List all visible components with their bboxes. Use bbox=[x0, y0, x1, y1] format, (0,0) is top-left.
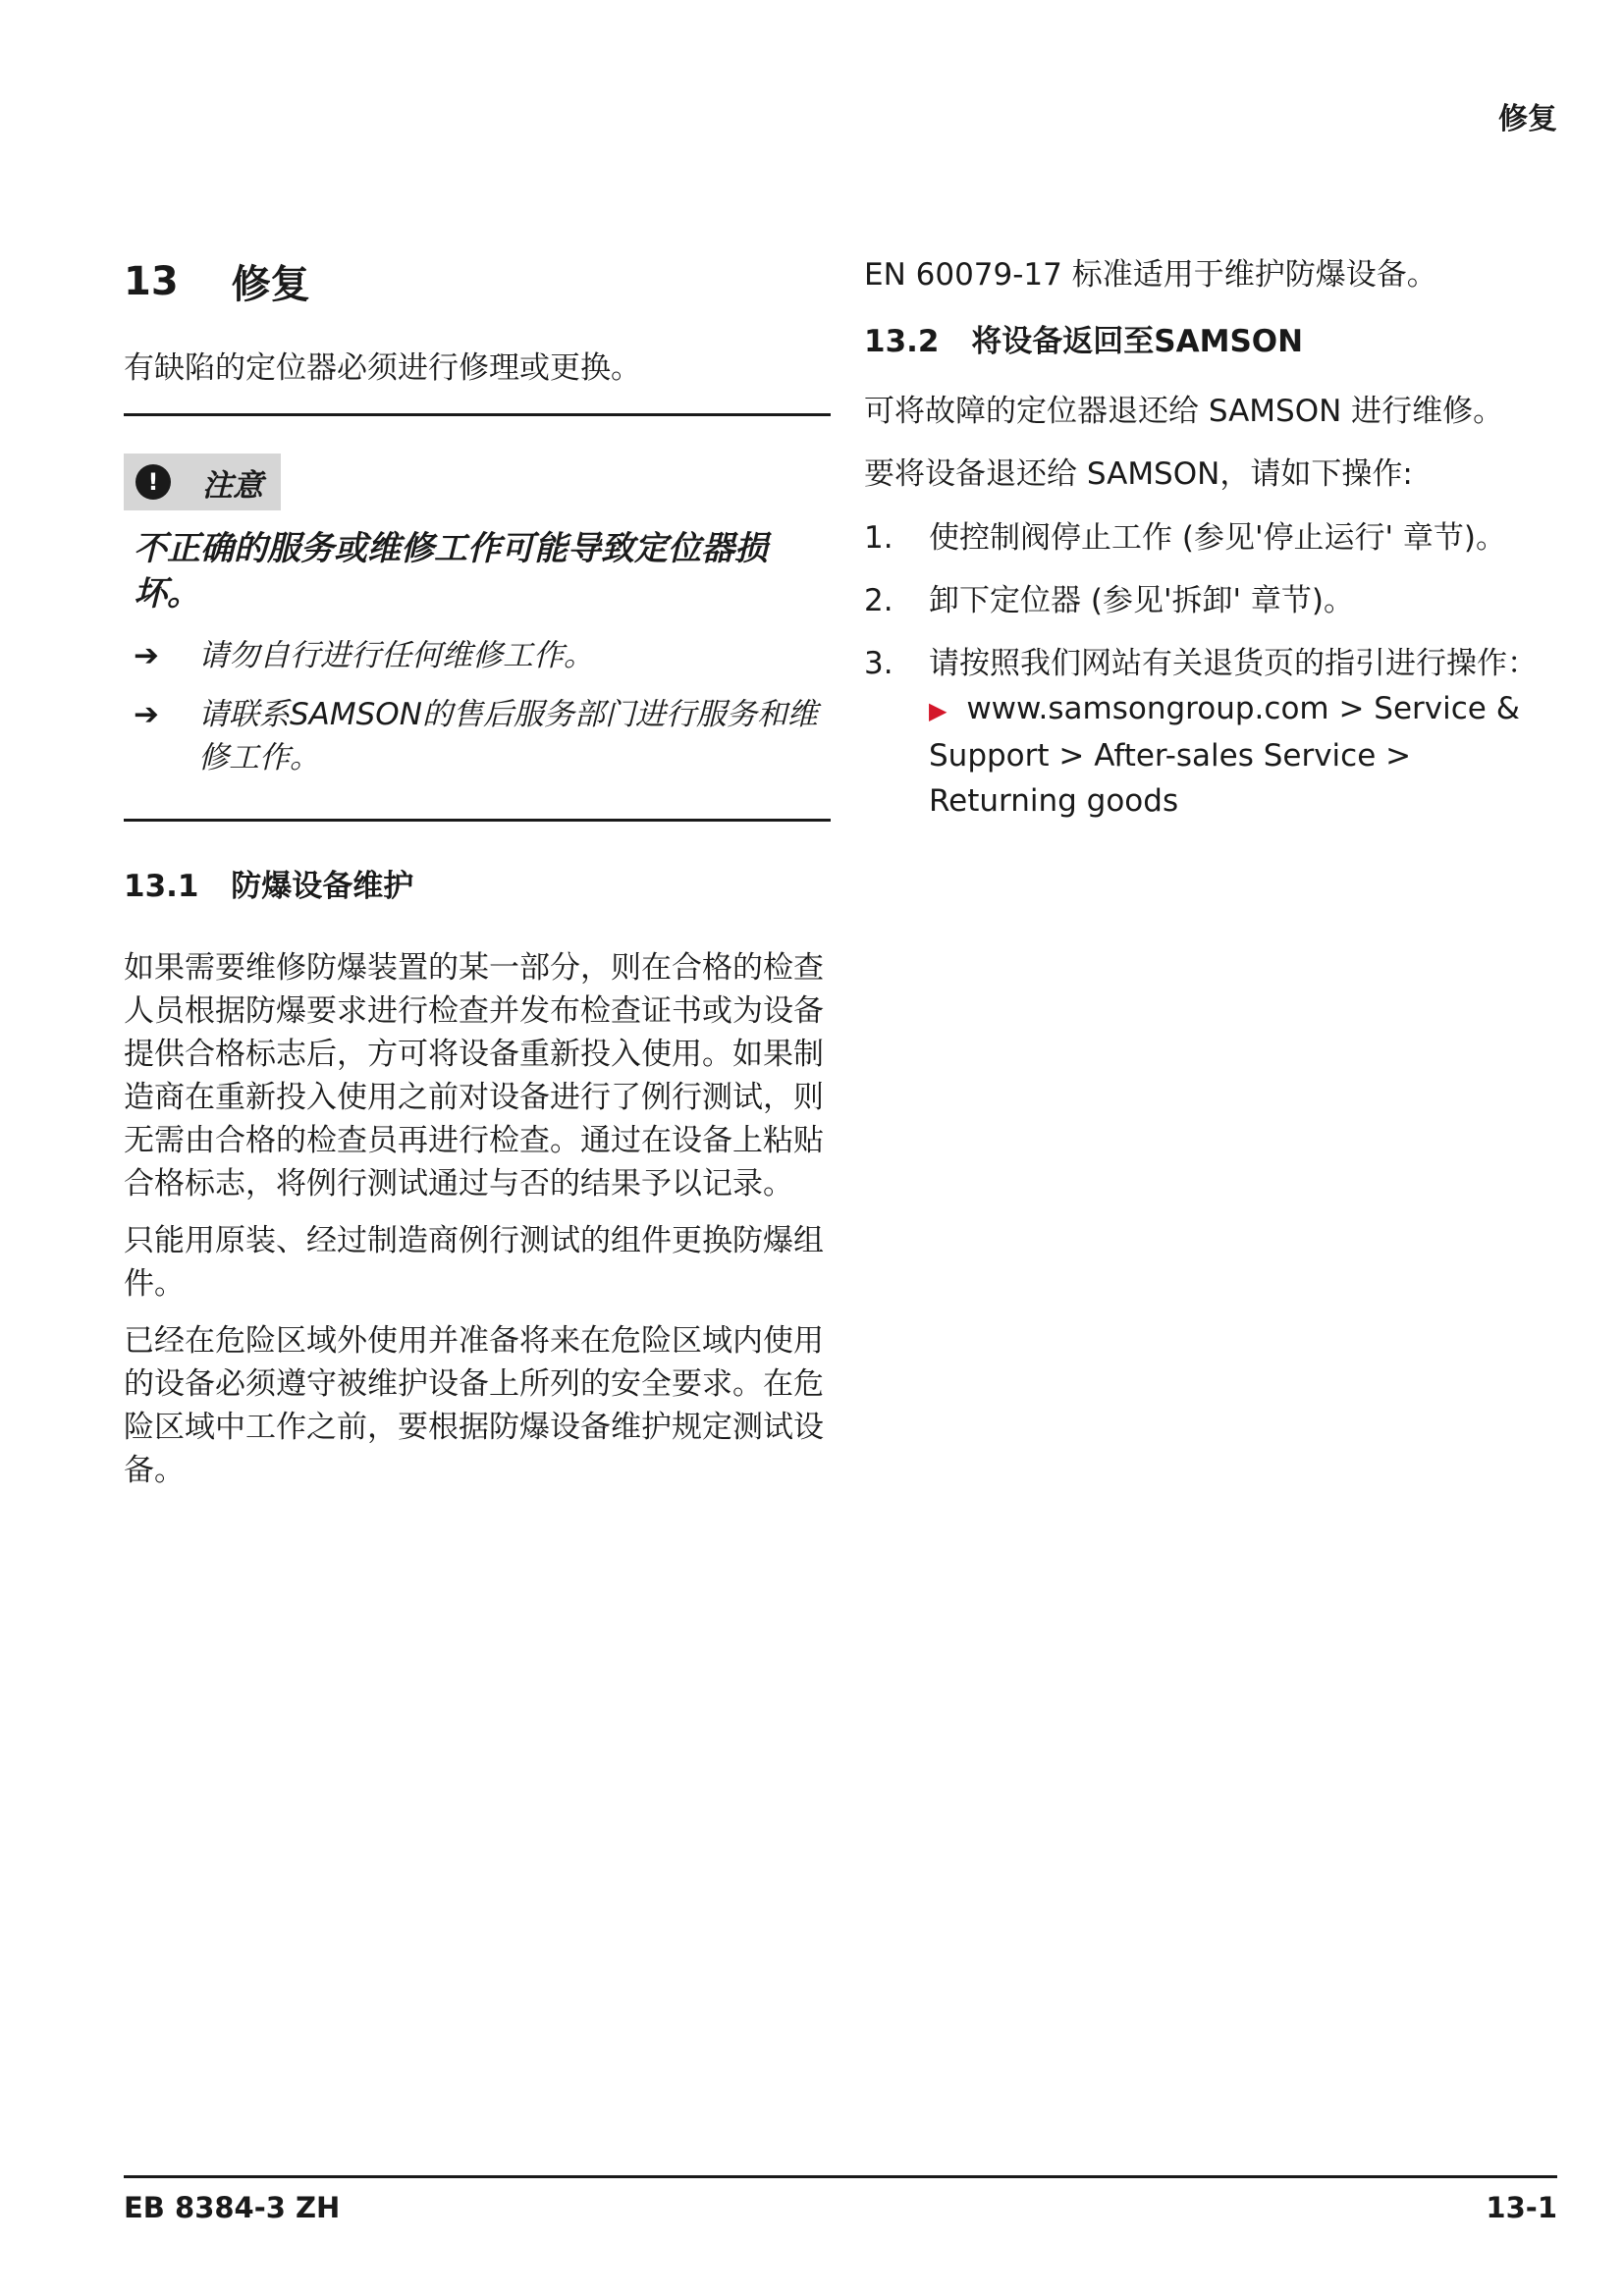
footer-rule bbox=[124, 2175, 1557, 2178]
right-column bbox=[864, 253, 1551, 841]
notice-action bbox=[134, 634, 831, 677]
footer-page-number: 13-1 bbox=[1486, 2191, 1557, 2224]
arrow-right-icon: ➔ bbox=[134, 638, 159, 673]
step-content bbox=[929, 641, 1551, 824]
paragraph: 要将设备退还给 SAMSON，请如下操作: bbox=[864, 456, 1413, 492]
notice-action-text: 请联系SAMSON的售后服务部门进行服务和维修工作。 bbox=[198, 697, 818, 775]
section-title-text: 防爆设备维护 bbox=[231, 869, 414, 904]
footer-document-id: EB 8384-3 ZH bbox=[124, 2191, 341, 2224]
chapter-title-text: 修复 bbox=[231, 262, 310, 307]
section-title bbox=[124, 861, 831, 905]
triangle-right-icon: ▶ bbox=[929, 697, 947, 724]
notice-label: 注意 bbox=[202, 467, 263, 504]
notice-action bbox=[134, 693, 831, 779]
paragraph: 已经在危险区域外使用并准备将来在危险区域内使用的设备必须遵守被维护设备上所列的安全要求。在危险区域中工作之前，要根据防爆设备维护规定测试设备。 bbox=[124, 1323, 824, 1488]
section-title bbox=[864, 316, 1551, 360]
list-item bbox=[864, 578, 1551, 623]
page-header-title: 修复 bbox=[1498, 102, 1557, 136]
paragraph-continued: EN 60079-17 标准适用于维护防爆设备。 bbox=[864, 257, 1437, 293]
step-number: 2. bbox=[864, 583, 893, 618]
notice-badge bbox=[124, 454, 281, 510]
arrow-right-icon: ➔ bbox=[134, 697, 159, 732]
paragraph: 可将故障的定位器退还给 SAMSON 进行维修。 bbox=[864, 394, 1504, 429]
section-title-text: 将设备返回至SAMSON bbox=[971, 324, 1304, 359]
step-text: 请按照我们网站有关退货页的指引进行操作： bbox=[929, 646, 1538, 681]
chapter-title bbox=[124, 253, 831, 309]
section-number: 13.2 bbox=[864, 324, 940, 359]
list-item bbox=[864, 641, 1551, 824]
notice-heading: 不正确的服务或维修工作可能导致定位器损坏。 bbox=[134, 529, 768, 614]
exclamation-icon: ! bbox=[135, 464, 171, 500]
paragraph: 只能用原装、经过制造商例行测试的组件更换防爆组件。 bbox=[124, 1223, 824, 1302]
step-number: 3. bbox=[864, 646, 893, 681]
left-column bbox=[124, 253, 831, 1506]
website-link[interactable]: www.samsongroup.com > Service & Support > After-sales Service > Returning goods bbox=[929, 691, 1520, 819]
section-number: 13.1 bbox=[124, 869, 199, 904]
notice-action-text: 请勿自行进行任何维修工作。 bbox=[198, 638, 594, 673]
step-text: 使控制阀停止工作 (参见'停止运行' 章节)。 bbox=[929, 520, 1506, 556]
step-text: 卸下定位器 (参见'拆卸' 章节)。 bbox=[929, 583, 1354, 618]
list-item bbox=[864, 515, 1551, 561]
notice-bottom-rule bbox=[124, 819, 831, 822]
chapter-number: 13 bbox=[124, 258, 179, 304]
steps-list bbox=[864, 515, 1551, 824]
chapter-intro: 有缺陷的定位器必须进行修理或更换。 bbox=[124, 350, 641, 386]
step-number: 1. bbox=[864, 520, 893, 556]
notice-box bbox=[124, 416, 831, 819]
paragraph: 如果需要维修防爆装置的某一部分，则在合格的检查人员根据防爆要求进行检查并发布检查证书或为设备提供合格标志后，方可将设备重新投入使用。如果制造商在重新投入使用之前对设备进行了例行测试，则无需由合格的检查员再进行检查。通过在设备上粘贴合格标志，将例行测试通过与否的结果予以记录。 bbox=[124, 950, 824, 1201]
